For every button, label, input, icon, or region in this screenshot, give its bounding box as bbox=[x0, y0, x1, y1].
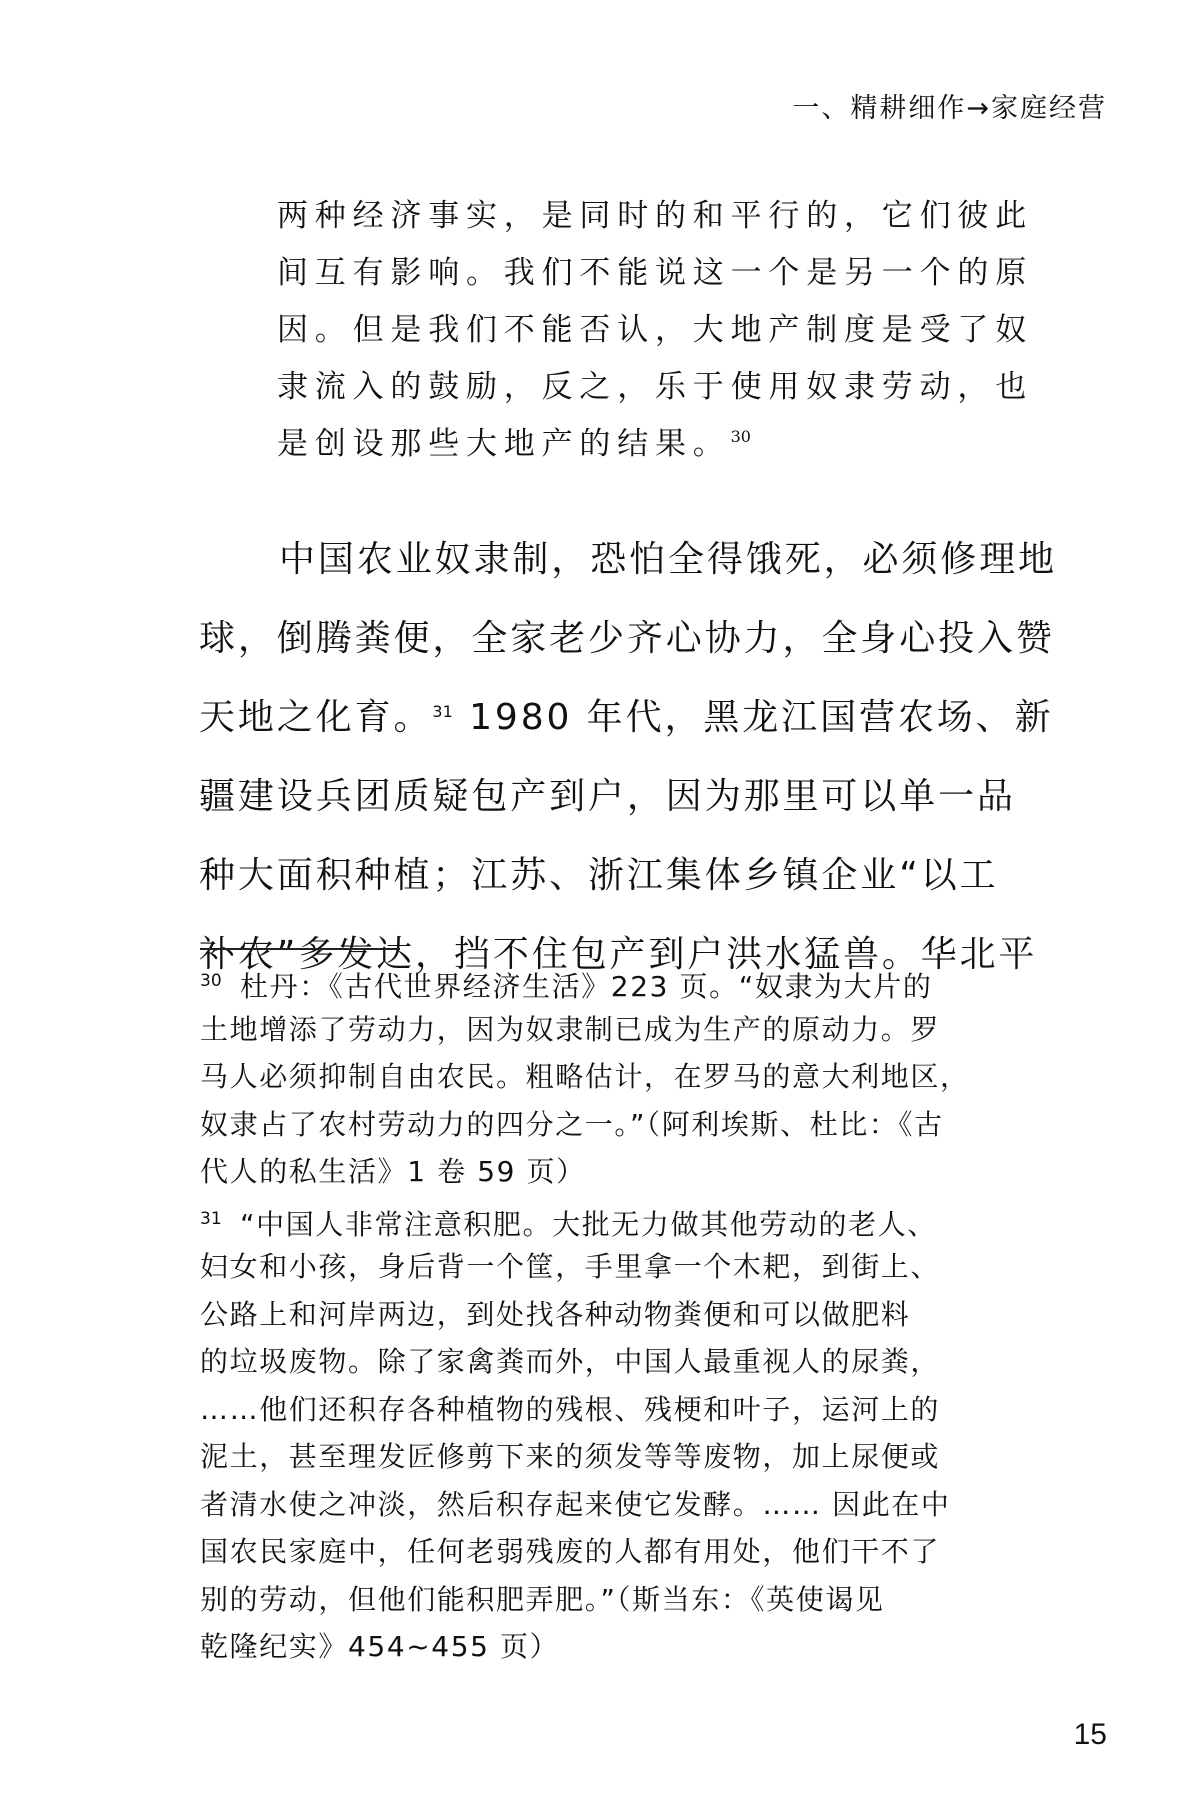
footnote-31-line bbox=[200, 1196, 1040, 1244]
footnote-31-line: 泥土，甚至理发匠修剪下来的须发等等废物，加上尿便或 bbox=[200, 1440, 941, 1473]
body-text: 天地之化育。 bbox=[199, 697, 433, 738]
footnote-31-line: 乾隆纪实》454~455 页） bbox=[200, 1630, 560, 1663]
footnote-31-line: 妇女和小孩，身后背一个筐，手里拿一个木耙，到街上、 bbox=[200, 1250, 941, 1283]
body-line: 中国农业奴隶制，恐怕全得饿死，必须修理地 bbox=[279, 539, 1058, 580]
body-text: 1980 年代，黑龙江国营农场、新 bbox=[454, 697, 1054, 738]
body-line bbox=[199, 678, 1054, 757]
footnote-ref-31[interactable]: 31 bbox=[432, 702, 453, 721]
footnote-ref-30[interactable]: 30 bbox=[730, 427, 751, 446]
page-number: 15 bbox=[1073, 1718, 1107, 1751]
footnote-31-line: 公路上和河岸两边，到处找各种动物粪便和可以做肥料 bbox=[200, 1297, 911, 1331]
footnote-30-line: 马人必须抑制自由农民。粗略估计，在罗马的意大利地区， bbox=[200, 1060, 970, 1093]
footnote-31-line: 国农民家庭中，任何老弱残废的人都有用处，他们干不了 bbox=[200, 1535, 941, 1568]
running-header: 一、精耕细作→家庭经营 bbox=[792, 93, 1107, 124]
footnote-text: “中国人非常注意积肥。大批无力做其他劳动的老人、 bbox=[240, 1207, 937, 1241]
footnote-text: 杜丹：《古代世界经济生活》223 页。“奴隶为大片的 bbox=[240, 970, 933, 1003]
body-paragraph bbox=[199, 520, 1058, 994]
footnote-30-line: 代人的私生活》1 卷 59 页） bbox=[200, 1155, 586, 1188]
footnote-31-line: 的垃圾废物。除了家禽粪而外，中国人最重视人的尿粪， bbox=[200, 1345, 941, 1378]
footnote-30-line: 奴隶占了农村劳动力的四分之一。”（阿利埃斯、杜比：《古 bbox=[200, 1107, 944, 1141]
body-line: 种大面积种植；江苏、浙江集体乡镇企业“以工 bbox=[199, 855, 999, 896]
quote-line: 两种经济事实，是同时的和平行的，它们彼此 bbox=[277, 198, 1033, 234]
quote-line: 隶流入的鼓励，反之，乐于使用奴隶劳动，也 bbox=[277, 369, 1033, 405]
footnote-30-line bbox=[200, 958, 1040, 1006]
footnote-30-line: 土地增添了劳动力，因为奴隶制已成为生产的原动力。罗 bbox=[200, 1012, 941, 1046]
quote-line: 间互有影响。我们不能说这一个是另一个的原 bbox=[277, 255, 1033, 291]
body-line: 球，倒腾粪便，全家老少齐心协力，全身心投入赞 bbox=[199, 618, 1055, 659]
block-quote bbox=[277, 188, 1037, 473]
quote-line bbox=[277, 416, 1037, 473]
footnote-31-line: ……他们还积存各种植物的残根、残梗和叶子，运河上的 bbox=[200, 1392, 941, 1426]
quote-line: 因。但是我们不能否认，大地产制度是受了奴 bbox=[277, 312, 1033, 348]
body-line: 补农”多发达，挡不住包产到户洪水猛兽。华北平 bbox=[199, 934, 1038, 975]
quote-text: 是创设那些大地产的结果。 bbox=[277, 426, 731, 462]
footnote-31-line: 者清水使之冲淡，然后积存起来使它发酵。…… 因此在中 bbox=[200, 1487, 951, 1521]
footnote-number: 30 bbox=[200, 971, 222, 991]
body-line: 疆建设兵团质疑包产到户，因为那里可以单一品 bbox=[199, 776, 1016, 817]
footnote-number: 31 bbox=[200, 1208, 222, 1229]
footnotes bbox=[200, 958, 1040, 1671]
footnote-divider bbox=[200, 948, 400, 950]
footnote-31-line: 别的劳动，但他们能积肥弄肥。”（斯当东：《英使谒见 bbox=[200, 1582, 885, 1616]
